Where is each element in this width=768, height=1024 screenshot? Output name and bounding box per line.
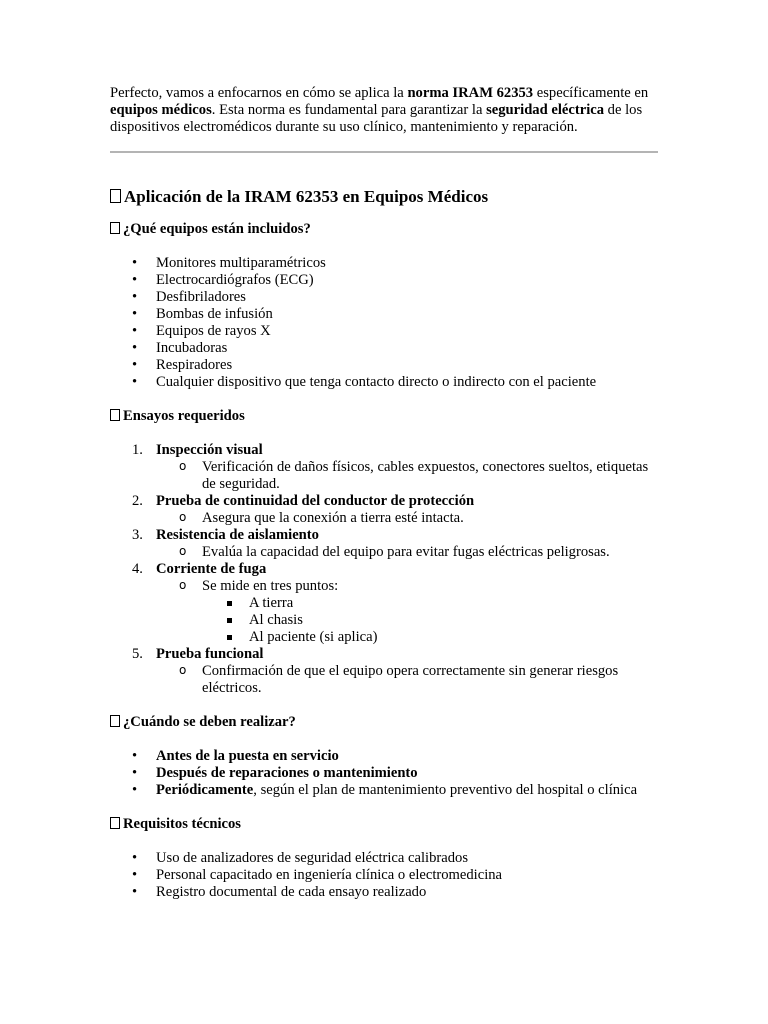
sub-item: o Confirmación de que el equipo opera correctamente sin generar riesgos eléctricos. bbox=[110, 663, 658, 697]
test-label: Corriente de fuga bbox=[156, 561, 267, 577]
test-item bbox=[110, 646, 658, 697]
test-label: Prueba funcional bbox=[156, 646, 264, 662]
item-number: 1. bbox=[132, 442, 143, 458]
test-item bbox=[110, 442, 658, 493]
test-item bbox=[110, 493, 658, 527]
test-item bbox=[110, 527, 658, 561]
list-item: • Antes de la puesta en servicio bbox=[110, 748, 658, 765]
list-item: • Desfibriladores bbox=[110, 289, 658, 306]
requirements-list bbox=[110, 850, 658, 901]
sub-item: o Se mide en tres puntos: bbox=[110, 578, 658, 595]
tests-list bbox=[110, 442, 658, 697]
when-heading: ¿Cuándo se deben realizar? bbox=[110, 714, 658, 731]
tests-heading: Ensayos requeridos bbox=[110, 408, 658, 425]
list-item: • Monitores multiparamétricos bbox=[110, 255, 658, 272]
list-item: • Personal capacitado en ingeniería clínica o electromedicina bbox=[110, 867, 658, 884]
test-item bbox=[110, 561, 658, 646]
list-item: • Electrocardiógrafos (ECG) bbox=[110, 272, 658, 289]
missing-glyph-icon bbox=[110, 409, 120, 421]
missing-glyph-icon bbox=[110, 715, 120, 727]
missing-glyph-icon bbox=[110, 222, 120, 234]
list-item: • Periódicamente, según el plan de mantenimiento preventivo del hospital o clínica bbox=[110, 782, 658, 799]
when-list bbox=[110, 748, 658, 799]
list-item: • Equipos de rayos X bbox=[110, 323, 658, 340]
item-number: 5. bbox=[132, 646, 143, 662]
list-item: • Después de reparaciones o mantenimiento bbox=[110, 765, 658, 782]
item-number: 3. bbox=[132, 527, 143, 543]
item-number: 4. bbox=[132, 561, 143, 577]
intro-paragraph: Perfecto, vamos a enfocarnos en cómo se aplica la norma IRAM 62353 específicamente en equipos médicos. Esta norma es fundamental para garantizar la seguridad eléctrica de los dispositivos electromédicos durante su uso clínico, mantenimiento y reparación. bbox=[110, 85, 649, 135]
sub-sub-item: Al paciente (si aplica) bbox=[110, 629, 658, 646]
horizontal-rule bbox=[110, 151, 658, 153]
list-item: • Bombas de infusión bbox=[110, 306, 658, 323]
sub-sub-item: Al chasis bbox=[110, 612, 658, 629]
document-body bbox=[110, 85, 658, 901]
sub-sub-item: A tierra bbox=[110, 595, 658, 612]
requirements-heading: Requisitos técnicos bbox=[110, 816, 658, 833]
test-label: Prueba de continuidad del conductor de protección bbox=[156, 493, 475, 509]
list-item: • Registro documental de cada ensayo realizado bbox=[110, 884, 658, 901]
included-list bbox=[110, 255, 658, 391]
sub-item: o Asegura que la conexión a tierra esté intacta. bbox=[110, 510, 658, 527]
section-title: Aplicación de la IRAM 62353 en Equipos Médicos bbox=[110, 187, 658, 207]
test-label: Resistencia de aislamiento bbox=[156, 527, 319, 543]
test-label: Inspección visual bbox=[156, 442, 263, 458]
list-item: • Incubadoras bbox=[110, 340, 658, 357]
list-item: • Uso de analizadores de seguridad eléctrica calibrados bbox=[110, 850, 658, 867]
item-number: 2. bbox=[132, 493, 143, 509]
list-item: • Cualquier dispositivo que tenga contacto directo o indirecto con el paciente bbox=[110, 374, 658, 391]
missing-glyph-icon bbox=[110, 817, 120, 829]
sub-item: o Evalúa la capacidad del equipo para evitar fugas eléctricas peligrosas. bbox=[110, 544, 658, 561]
included-heading: ¿Qué equipos están incluidos? bbox=[110, 221, 658, 238]
missing-glyph-icon bbox=[110, 189, 121, 203]
list-item: • Respiradores bbox=[110, 357, 658, 374]
sub-item: o Verificación de daños físicos, cables expuestos, conectores sueltos, etiquetas de seguridad. bbox=[110, 459, 658, 493]
